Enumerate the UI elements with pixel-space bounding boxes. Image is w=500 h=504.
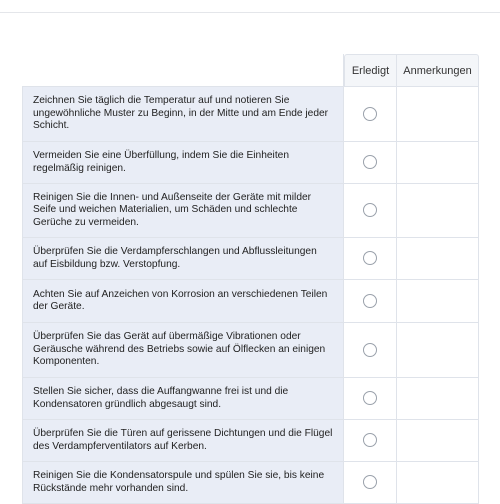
done-radio-button[interactable] — [363, 203, 377, 217]
notes-cell[interactable] — [397, 420, 479, 462]
task-text: Reinigen Sie die Innen- und Außenseite der Geräte mit milder Seife und weichen Materialien, um Schäden und schlechte Gerüche zu vermeiden. — [22, 184, 344, 238]
done-cell — [344, 462, 397, 504]
task-text: Überprüfen Sie das Gerät auf übermäßige Vibrationen oder Geräusche während des Betriebs sowie auf Ölflecken an einigen Komponenten. — [22, 323, 344, 378]
done-radio-button[interactable] — [363, 343, 377, 357]
table-row — [22, 420, 479, 462]
task-text: Stellen Sie sicher, dass die Auffangwanne frei ist und die Kondensatoren gründlich abgesaugt sind. — [22, 378, 344, 420]
done-cell — [344, 323, 397, 378]
notes-column-header: Anmerkungen — [397, 54, 479, 87]
notes-cell[interactable] — [397, 87, 479, 142]
notes-cell[interactable] — [397, 378, 479, 420]
done-cell — [344, 87, 397, 142]
notes-cell[interactable] — [397, 184, 479, 238]
done-cell — [344, 280, 397, 323]
task-text: Zeichnen Sie täglich die Temperatur auf und notieren Sie ungewöhnliche Muster zu Beginn, in der Mitte und am Ende jeder Schicht. — [22, 87, 344, 142]
notes-cell[interactable] — [397, 280, 479, 323]
table-header-row — [22, 54, 479, 87]
done-radio-button[interactable] — [363, 391, 377, 405]
done-cell — [344, 420, 397, 462]
notes-cell[interactable] — [397, 238, 479, 280]
table-row — [22, 238, 479, 280]
task-text: Überprüfen Sie die Verdampferschlangen und Abflussleitungen auf Eisbildung bzw. Verstopfung. — [22, 238, 344, 280]
done-radio-button[interactable] — [363, 294, 377, 308]
notes-cell[interactable] — [397, 142, 479, 184]
done-radio-button[interactable] — [363, 475, 377, 489]
table-row — [22, 142, 479, 184]
done-radio-button[interactable] — [363, 433, 377, 447]
maintenance-checklist-table — [22, 54, 479, 504]
task-text: Überprüfen Sie die Türen auf gerissene Dichtungen und die Flügel des Verdampferventilators auf Kerben. — [22, 420, 344, 462]
done-radio-button[interactable] — [363, 155, 377, 169]
task-column-header — [22, 54, 344, 87]
task-text: Reinigen Sie die Kondensatorspule und spülen Sie sie, bis keine Rückstände mehr vorhanden sind. — [22, 462, 344, 504]
top-divider — [0, 12, 500, 13]
table-row — [22, 184, 479, 238]
table-row — [22, 378, 479, 420]
done-radio-button[interactable] — [363, 107, 377, 121]
done-cell — [344, 378, 397, 420]
done-cell — [344, 142, 397, 184]
table-row — [22, 462, 479, 504]
done-radio-button[interactable] — [363, 251, 377, 265]
table-row — [22, 280, 479, 323]
done-column-header: Erledigt — [344, 54, 397, 87]
table-row — [22, 87, 479, 142]
table-row — [22, 323, 479, 378]
task-text: Achten Sie auf Anzeichen von Korrosion an verschiedenen Teilen der Geräte. — [22, 280, 344, 323]
notes-cell[interactable] — [397, 462, 479, 504]
task-text: Vermeiden Sie eine Überfüllung, indem Sie die Einheiten regelmäßig reinigen. — [22, 142, 344, 184]
done-cell — [344, 184, 397, 238]
done-cell — [344, 238, 397, 280]
notes-cell[interactable] — [397, 323, 479, 378]
